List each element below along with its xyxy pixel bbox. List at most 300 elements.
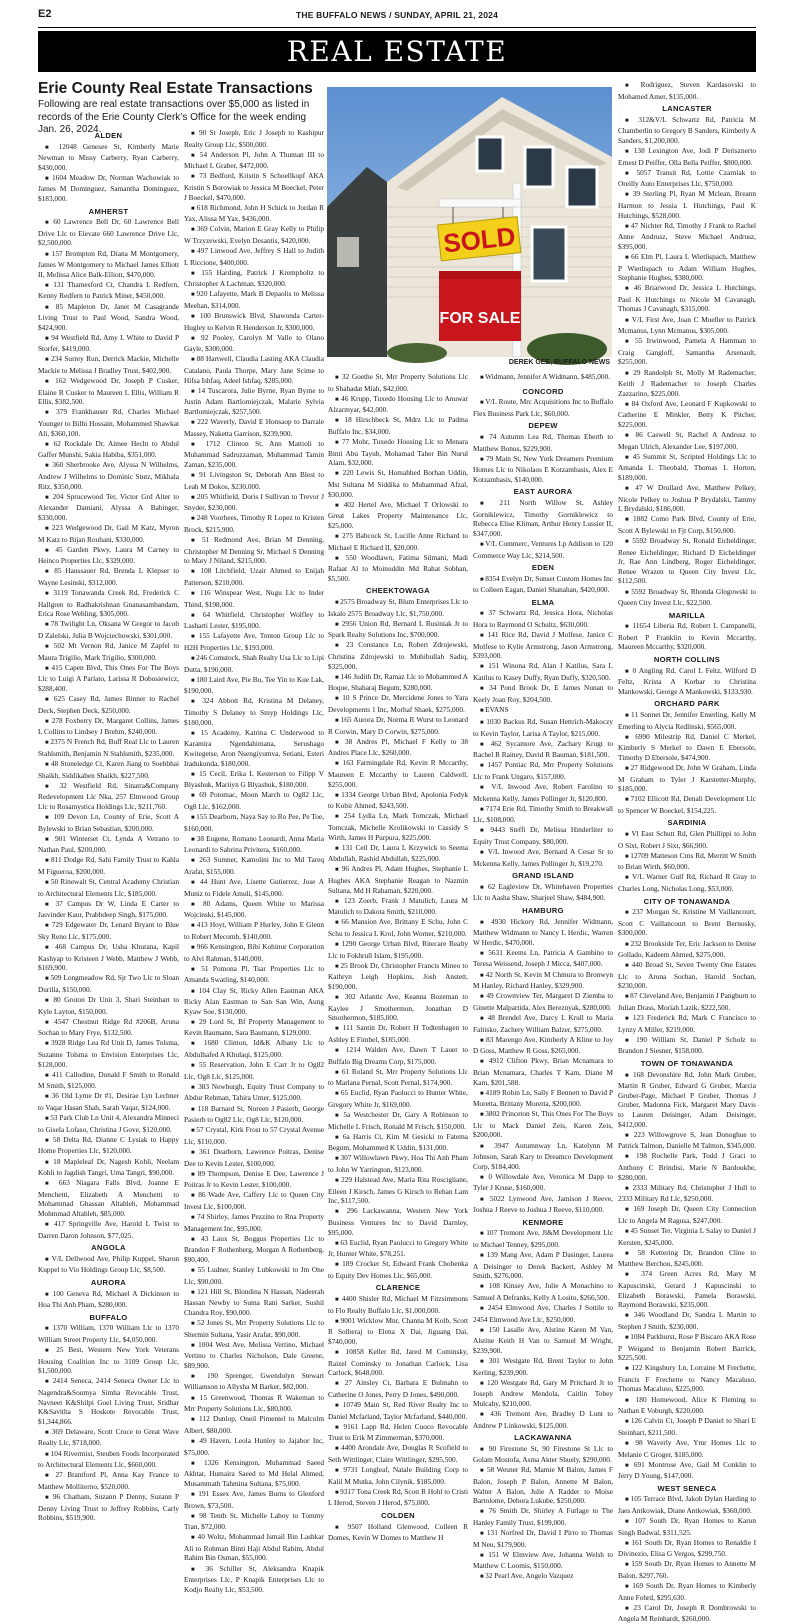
transaction-entry: ■ 509 Longmeadow Rd, Sjr Two Llc to Sloan Durilla, $150,000. xyxy=(38,973,179,994)
transaction-entry: ■ 9443 Steffi Dr, Melissa Hinderliter to Equity Trust Company, $80,000. xyxy=(473,825,613,846)
transaction-entry: ■ 361 Dearborn, Lawrence Poitras, Denise Dee to Kevin Lester, $100,000. xyxy=(184,1147,324,1168)
transaction-entry: ■ 248 Voorhees, Timothy R Lopez to Kristen Brock, $215,900. xyxy=(184,513,324,534)
transaction-entry: ■ 5a Westchester Dr, Gary A Robinson to Michelle L Frisch, Ronald M Frisch, $150,000. xyxy=(328,1110,468,1131)
transaction-entry: ■ 85 Mapleton Dr, Janet M Casagrande Living Trust to Paul Wood, Sandra Wood, $424,900. xyxy=(38,302,179,333)
transaction-entry: ■ 1214 Walden Ave, Dawn T Lauer to Buffalo Big Dreams Corp, $175,000. xyxy=(328,1045,468,1066)
transaction-entry: ■ 411 Callodine, Donald F Smith to Ronald M Smith, $125,000. xyxy=(38,1070,179,1091)
transaction-entry: ■ 198 Rochelle Park, Todd J Graci to Anthony C Brindisi, Marie N Bardoukhe, $280,000. xyxy=(618,1151,756,1182)
transaction-entry: ■ 60 Lawrence Bell Dr, 60 Lawrence Bell Drive Llc to Elevate 660 Lawrence Drive Llc, $2,500,000. xyxy=(38,217,179,248)
transaction-entry: ■ V/L Route, Mrc Acquisitions Inc to Buffalo Flex Business Park Llc, $60,000. xyxy=(473,397,613,418)
transaction-entry: ■ 120 Westgate Rd, Gary M Pritchard Jr to Joseph Andrew Mendola, Caitlin Tobey Mulcahy, $210,000. xyxy=(473,1378,613,1409)
transaction-entry: ■ 6990 Milestrip Rd, Daniel C Merkel, Kimberly S Merkel to Dawn E Ebersole, Timothy D Ebersole, $474,900. xyxy=(618,732,756,763)
transaction-entry: ■ 901 Winterset Ct, Lynda A Vetrano to Nathan Paul, $200,000. xyxy=(38,834,179,855)
transaction-entry: ■ 369 Delaware, Scott Croce to Great Wave Realty Llc, $718,000. xyxy=(38,1427,179,1448)
transaction-entry: ■ 2375 N French Rd, Buff Real Llc to Lauren Stahlsmith, Benjamin N Stahlsmith, $235,000. xyxy=(38,737,179,758)
transaction-entry: ■ 415 Capen Blvd, This Ones For The Boys Llc to Luigi A Parlato, Larissa R Dobosiewicz, $288,400. xyxy=(38,663,179,694)
transaction-entry: ■ 0 Willowdale Ave, Veronica M Dapp to Tyler J Kruse, $160,000. xyxy=(473,1172,613,1193)
transaction-entry: ■ 44 Hunt Ave, Lisette Gutierrez, Jose A Muniz to Fidele Amuli, $145,000. xyxy=(184,877,324,898)
transaction-entry: ■ 86 Caswell St, Rachel A Andrusz to Megan Ulrich, Alexander Lee, $197,000. xyxy=(618,430,756,451)
transaction-entry: ■ 246 Comstock, Shah Realty Usa Llc to Lipi Dutta, $190,000. xyxy=(184,653,324,674)
transaction-entry: ■ 163 Farmingdale Rd, Kevin R Mccarthy, Maureen E Mccarthy to Lauren Caldwell, $255,000. xyxy=(328,758,468,789)
transaction-entry: ■ 87 Cleveland Ave, Benjamin J Pangburn to Julian Drass, Moriah Lazik, $222,500. xyxy=(618,991,756,1012)
transaction-entry: ■ 123 Frederick Rd, Mark C Francisco to Lynzy A Miller, $219,000. xyxy=(618,1013,756,1034)
town-heading: ORCHARD PARK xyxy=(654,699,720,709)
town-heading: ELMA xyxy=(531,597,555,607)
transaction-entry: ■ 55 Ludner, Stanley Lubkowski to Jm One Llc, $90,000. xyxy=(184,1265,324,1286)
transaction-entry: ■ 32 Goethe St, Mrr Property Solutions Llc to Shahadat Miah, $42,000. xyxy=(328,372,468,393)
listing-column-4 xyxy=(473,372,613,1580)
transaction-entry: ■ 10 S Prince Dr, Mercidene Jones to Yara Developments 1 Inc, Morhaf Shaek, $275,000. xyxy=(328,693,468,714)
transaction-entry: ■ 123 Zoerb, Frank J Matulich, Laura M Matulich to Dakota Smith, $210,000. xyxy=(328,896,468,917)
transaction-entry: ■ 155 Lafayette Ave, Tonton Group Llc to H2H Properties Llc, $193,000. xyxy=(184,631,324,652)
house-photo-illustration xyxy=(327,87,612,357)
transaction-entry: ■ 497 Linwood Ave, Jeffrey S Hall to Judith L Riccione, $400,000. xyxy=(184,246,324,267)
transaction-entry: ■ 63 Euclid, Ryan Paolucci to Gregory White Jr, Hunter White, $78,251. xyxy=(328,1238,468,1259)
transaction-entry: ■ 2414 Seneca, 2414 Seneca Owner Llc to Nagendra&Soumya Simha Revocable Trust, Navneet K&Shilpi Goel Living Trust, Sridhar K&Savitha S Hoskote Revocable Trust, $1,344,866. xyxy=(38,1376,179,1426)
town-heading: EDEN xyxy=(531,563,555,573)
transaction-entry: ■ 61 Roland St, Mrr Property Solutions Llc to Marlana Pernal, Scott Pernal, $174,900. xyxy=(328,1067,468,1088)
town-heading: GRAND ISLAND xyxy=(512,871,574,881)
town-heading: COLDEN xyxy=(381,1510,415,1520)
transaction-entry: ■ 155 Dearborn, Naya Say to Ro Pee, Pe Toe, $160,000. xyxy=(184,812,324,833)
transaction-entry: ■ 96 Chatham, Suzann P Denny, Suzann P Denny Living Trust to Jeffrey Robbins, Carly Robbins, $519,900. xyxy=(38,1492,179,1523)
transaction-entry: ■ 237 Morgan St, Kristine M Vaillancourt, Scott C Vaillancourt to Brent Bernosky, $300,000. xyxy=(618,907,756,938)
transaction-entry: ■ 155 Harding, Patrick J Krempholtz to Christopher A Lachman, $320,000. xyxy=(184,268,324,289)
transaction-entry: ■ 920 Lafayette, Mark B Depaolis to Melissa Meehan, $314,000. xyxy=(184,289,324,310)
transaction-entry: ■ 90 St Joseph, Eric J Joseph to Kashipur Realty Group Llc, $500,000. xyxy=(184,128,324,149)
transaction-entry: ■ 3928 Ridge Lea Rd Unit D, James Tolsma, Suzanne Tolsma to Envision Enterprises Llc, $128,000. xyxy=(38,1038,179,1069)
transaction-entry: ■ 151 W Elmview Ave, Johanna Welsh to Matthew C Loomis, $150,000. xyxy=(473,1550,613,1571)
transaction-entry: ■ 69 Potomac, Moon March to Og82 Llc, Og8 Llc, $162,000. xyxy=(184,790,324,811)
town-heading: KENMORE xyxy=(522,1217,564,1227)
transaction-entry: ■ 278 Foxberry Dr, Margaret Collins, James L Collins to Lindsey J Brehm, $240,000. xyxy=(38,716,179,737)
town-heading: WEST SENECA xyxy=(657,1483,717,1493)
transaction-entry: ■ 663 Niagara Falls Blvd, Joanne E Menchetti, Elizabeth A Menchetti to Mohammad Ghassan Altahleh, Mohammad Mohmmad Altahleh, $85,000. xyxy=(38,1178,179,1218)
transaction-entry: ■ 118 Barnard St, Noreen J Pasierb, George Pasierb to Og82 Llc, Og8 Llc, $120,000. xyxy=(184,1104,324,1125)
transaction-entry: ■ 62 Rockdale Dr, Aimee Hecht to Abdul Gaffer Munshi, Sakia Habiba, $351,000. xyxy=(38,439,179,460)
transaction-entry: ■ 107 Tremont Ave, Jl&M Development Llc to Michael Tenney, $295,000. xyxy=(473,1228,613,1249)
transaction-entry: ■ 37 Schwartz Rd, Jessica Hora, Nicholas Hora to Raymond O Schultz, $630,000. xyxy=(473,608,613,629)
section-banner: REAL ESTATE xyxy=(38,31,756,72)
listing-column-3 xyxy=(328,372,468,1580)
transaction-entry: ■ 104 Clay St, Ricky Allen Eastman AKA Ricky Alan Eastman to San San Win, Aung Kyaw Soe, $130,000. xyxy=(184,986,324,1017)
transaction-entry: ■ 2454 Elmwood Ave, Charles J Sottile to 2454 Elmwood Ave Llc, $250,000. xyxy=(473,1303,613,1324)
transaction-entry: ■ 169 South Dr, Ryan Homes to Kimberly Anne Fohrd, $295,630. xyxy=(618,1581,756,1602)
article-headline: Erie County Real Estate Transactions xyxy=(38,80,313,97)
transaction-entry: ■ 49 Haven, Leola Hunley to Jajabor Inc, $75,000. xyxy=(184,1436,324,1457)
transaction-entry: ■ 100 Brunswick Blvd, Shawonda Carter-Hugley to Kelvin R Henderson Jr, $300,000. xyxy=(184,311,324,332)
town-heading: CONCORD xyxy=(522,386,564,396)
transaction-entry: ■ 1712 Clinton St, Ann Mattioli to Muhammad Sadruzzaman, Muhammad Tamin Zaman, $235,000. xyxy=(184,439,324,470)
town-heading: ALDEN xyxy=(94,131,123,140)
transaction-entry: ■ 126 Calvin Ct, Joseph P Daniel to Shari E Steinhart, $211,500. xyxy=(618,1416,756,1437)
transaction-entry: ■ 168 Devonshire Rd, John Mark Gruber, Martin R Gruber, Edward G Gruber, Marcia Gruber-Page, Michael P Gruber, Thomas J Gruber, Madonna Fick, Margaret Mary Davis to Lauren Deisinger, Adam Deisinger, $412,000. xyxy=(618,1070,756,1130)
transaction-entry: ■ 413 Hoyt, William P Hurley, John E Glenn to Robert Mecomb, $140,000. xyxy=(184,920,324,941)
transaction-entry: ■ 131 Norfred Dr, David I Pirro to Thomas M Neu, $179,900. xyxy=(473,1528,613,1549)
transaction-entry: ■ 109 Devon Ln, County of Erie, Scott A Bylewski to Brian Sebastian, $200,000. xyxy=(38,812,179,833)
transaction-entry: ■ 55 Reservation, John E Carr Jr to Og82 Llc, Og8 Llc, $125,000. xyxy=(184,1060,324,1081)
transaction-entry: ■ 189 Crocker St, Edward Frank Chobenka to Equity Dev Homes Llc, $65,000. xyxy=(328,1259,468,1280)
transaction-entry: ■ 38 Andres Pl, Michael F Kelly to 38 Andres Place Llc, $260,000. xyxy=(328,737,468,758)
transaction-entry: ■ 66 Elm Pl, Laura L Wietlispach, Matthew P Wietlispach to Adam William Hughes, Stephanie Hughes, $380,000. xyxy=(618,252,756,283)
transaction-entry: ■ 14 Tuscarora, Julie Byrne, Ryan Byrne to Justin Adam Bartlomiejczak, Malarie Sylvia Bartlomiejczak, $257,500. xyxy=(184,386,324,417)
transaction-entry: ■ 9317 Tona Creek Rd, Scott R Hohl to Cristi L Herod, Steven J Herod, $75,000. xyxy=(328,1487,468,1508)
transaction-entry: ■ 23 Carol Dr, Joseph R Dombrowski to Angela M Reinhardt, $260,000. xyxy=(618,1603,756,1624)
transaction-entry: ■ 625 Casey Rd, James Binner to Rachel Deck, Stephen Deck, $250,000. xyxy=(38,694,179,715)
transaction-entry: ■ 45 Sunset Ter, Virginia L Salay to Daniel J Kersten, $245,000. xyxy=(618,1226,756,1247)
transaction-entry: ■ 18 Mapleleaf Dr, Nagesh Kohli, Neelam Kohli to Jagdish Tangri, Uma Tangri, $90,000. xyxy=(38,1157,179,1178)
transaction-entry: ■ V/L Dellwood Ave, Philip Kuppel, Sharon Kuppel to Vio Holdings Group Llc, $8,500. xyxy=(38,1254,179,1275)
transaction-entry: ■ 383 Newburgh, Equity Trust Company to Abdur Rehman, Tahira Umer, $125,000. xyxy=(184,1082,324,1103)
town-heading: ANGOLA xyxy=(91,1243,126,1253)
masthead-date: THE BUFFALO NEWS / SUNDAY, APRIL 21, 2024 xyxy=(295,10,498,20)
transaction-entry: ■ 5022 Lynwood Ave, Jamison J Reeve, Joshua J Reeve to Joshua J Reeve, $110,000. xyxy=(473,1194,613,1215)
transaction-entry: ■ 90 Firestone St, 90 Firestone St Llc to Golam Mostofa, Asma Akter Shuely, $290,000. xyxy=(473,1444,613,1465)
transaction-entry: ■ 232 Brookside Ter, Eric Jackson to Denise Gollado, Kadeem Ahmed, $275,000. xyxy=(618,939,756,960)
transaction-entry: ■ 98 Waverly Ave, Ymr Homes Llc to Melanie C Groger, $185,000. xyxy=(618,1438,756,1459)
town-heading: CHEEKTOWAGA xyxy=(366,586,430,596)
transaction-entry: ■ 23 Constance Ln, Robert Zdrojewski, Christina Zdrojewski to Muhibullah Sadiq, $325,000. xyxy=(328,640,468,671)
transaction-entry: ■ 62 Eagleview Dr, Whitehaven Properties Llc to Aasha Shaw, Sharjeel Shaw, $484,900. xyxy=(473,882,613,903)
transaction-entry: ■ 7102 Ellicott Rd, Denali Development Llc to Spencer W Boeckel, $154,225. xyxy=(618,794,756,815)
transaction-entry: ■ 4547 Chestnut Ridge Rd #206B, Aruna Sochan to Mary Frye, $132,500. xyxy=(38,1017,179,1038)
transaction-entry: ■ 3119 Tonawanda Creek Rd, Frederick C Hallgren to Radhakrishnan Gnanasambandam, Erica Rose Wehling, $305,000. xyxy=(38,588,179,619)
transaction-entry: ■ 550 Woodlawn, Fatima Silmani, Madi Rafaat Al to Moinuddin Md Rahat Sobhan, $5,500. xyxy=(328,553,468,584)
town-heading: AMHERST xyxy=(88,206,129,216)
transaction-entry: ■ 9731 Longleaf, Natale Building Corp to Kalil M Mutka, John Cilynik, $185,000. xyxy=(328,1465,468,1486)
transaction-entry: ■ 162 Wedgewood Dr, Joseph P Cusker, Elaine R Cusker to Maureen L Ellis, William R Ellis, $382,500. xyxy=(38,376,179,407)
transaction-entry: ■ 131 Thamesford Ct, Chandra L Redfern, Kenny Redfern to Patrick Miner, $450,000. xyxy=(38,280,179,301)
transaction-entry: ■ 66 Mansion Ave, Brittany E Schu, John C Schu to Jessica L Krol, John Worner, $210,000. xyxy=(328,917,468,938)
transaction-entry: ■ V/L Inwood Ave, Bernard A Cesar Sr to Mckenna Kelly, James Pollinger Jr, $19,270. xyxy=(473,847,613,868)
transaction-entry: ■ 346 Woodland Dr, Sandra L Martin to Stephen J Smith, $230,000. xyxy=(618,1310,756,1331)
transaction-entry: ■ 34 Pond Brook Dr, E James Nunan to Keely Joan Roy, $204,500. xyxy=(473,683,613,704)
transaction-entry: ■ 131 Ceil Dr, Laura L Krzywick to Seema Abdullah, Rashid Abdullah, $225,000. xyxy=(328,843,468,864)
listing-column-2 xyxy=(184,128,325,1594)
transaction-entry: ■ 275 Babcock St, Lucille Anne Richard to Michael E Richard II, $20,000. xyxy=(328,531,468,552)
transaction-entry: ■ 1326 Kensington, Muhammad Saeed Akhtar, Humaira Saeed to Md Helal Ahmed, Musammath Tahmina Sultana, $75,000. xyxy=(184,1458,324,1489)
transaction-entry: ■ 2575 Broadway St, Blum Enterprises Llc to Iskalo 2575 Broadway Llc, $1,750,000. xyxy=(328,597,468,618)
transaction-entry: ■ 122 Kingsbury Ln, Lorraine M Frechette, Francis F Frechette to Nancy Macaluso, Thomas Macaluso, $225,000. xyxy=(618,1363,756,1394)
transaction-entry: ■ 296 Lackawanna, Western New York Business Ventures Inc to David Darnley, $95,000. xyxy=(328,1206,468,1237)
town-heading: NORTH COLLINS xyxy=(653,655,721,665)
transaction-entry: ■ 191 Essex Ave, James Burns to Glenford Brown, $73,500. xyxy=(184,1489,324,1510)
folio-line xyxy=(38,8,756,26)
transaction-entry: ■ 220 Lewis St, Homahhed Borhan Uddin, Mst Sultana M Siddika to Muhammad Afzal, $30,000. xyxy=(328,468,468,499)
town-heading: CITY OF TONAWANDA xyxy=(643,896,731,906)
transaction-entry: ■ 3802 Princeton St, This Ones For The Boys Llc to Mack Daniel Zeis, Karen Zeis, $200,000. xyxy=(473,1109,613,1140)
transaction-entry: ■ 78 Twilight Ln, Oksana W Gregor to Jacob D Zalelski, Julia B Wojciechowski, $301,000. xyxy=(38,619,179,640)
transaction-entry: ■ 811 Dodge Rd, Sahi Family Trust to Kahla M Figueroa, $200,000. xyxy=(38,855,179,876)
transaction-entry: ■ 55 Irwinwood, Pamela A Hamman to Craig Gangloff, Samantha Arsenault, $255,000. xyxy=(618,336,756,367)
transaction-entry: ■ 29 Randolph St, Molly M Rademacher, Keith J Rademacher to Joseph Charles Zazzarino, $225,000. xyxy=(618,368,756,399)
transaction-entry: ■ 46 Briarwood Dr, Jessica L Hutchings, Paul K Hutchings to Nicole M Cavanagh, Thomas J Cavanagh, $315,000. xyxy=(618,283,756,314)
transaction-entry: ■ 2956 Union Rd, Bernard L Rusiniak Jr to Spark Realty Solutions Inc, $700,000. xyxy=(328,619,468,640)
transaction-entry: ■ 8354 Evelyn Dr, Sunset Custom Homes Inc to Colleen Eagan, Daniel Shanahan, $420,000. xyxy=(473,574,613,595)
transaction-entry: ■ 691 Montrose Ave, Gail M Conklin to Jerry D Young, $147,000. xyxy=(618,1460,756,1481)
transaction-entry: ■ 89 Thompson, Denise E Dee, Lawrence J Poitras Jr to Kevin Lester, $100,000. xyxy=(184,1169,324,1190)
transaction-entry: ■ 52 Jones St, Mrr Property Solutions Llc to Shermin Sultana, Yasir Arafat, $90,000. xyxy=(184,1318,324,1339)
transaction-entry: ■ 4930 Hickory Rd, Jennifer Widmann, Matthew Widmann to Nancy L Herdic, Warren W Herdic, $470,000. xyxy=(473,917,613,948)
transaction-entry: ■ 10858 Keller Rd, Jared M Cominsky, Raizel Cominsky to Jonathan Carlock, Lisa Carlock, $648,000. xyxy=(328,1347,468,1378)
transaction-entry: ■ 27 Ridgewood Dr, John W Graham, Linda M Graham to Tyler J Karstetter-Murphy, $185,000. xyxy=(618,763,756,794)
transaction-entry: ■ 9507 Holland Glenwood, Colleen R Domes, Kevin W Domes to Matthew H xyxy=(328,1522,468,1543)
transaction-entry: ■ 468 Campus Dr, Usha Khurana, Kapil Kashyap to Kristeen J Webb, Matthew J Webb, $169,900. xyxy=(38,942,179,973)
transaction-entry: ■ V/L First Ave, Joan C Mueller to Patrick Mcmanus, Lynn Mcmanus, $305,000. xyxy=(618,315,756,336)
page-number: E2 xyxy=(38,8,52,20)
transaction-entry: ■ 108 Kinsey Ave, Julie A Monachino to Samuel A Defranks, Kelly A Losito, $266,500. xyxy=(473,1281,613,1302)
transaction-entry: ■ 1882 Como Park Blvd, County of Erie, Scott A Bylewski to Fjt Corp, $150,000. xyxy=(618,514,756,535)
transaction-entry: ■ 263 Sumner, Kamolini Inc to Md Tareq Arafat, $155,000. xyxy=(184,855,324,876)
transaction-entry: ■ 18 Hirschbeck St, Mdrz Llc to Padma Buffalo Inc, $34,000. xyxy=(328,415,468,436)
transaction-entry: ■ 25 Best, Western New York Veterans Housing Coalition Inc to 3109 Group Llc, $1,500,000. xyxy=(38,1345,179,1376)
transaction-entry: ■ 48 Stoneledge Ct, Karen Jiang to Soebbhai Shaikh, Siddikaben Shaikh, $227,500. xyxy=(38,759,179,780)
transaction-entry: ■ 85 Haussauer Rd, Brenda L Klepser to Wayne Lesinski, $312,000. xyxy=(38,566,179,587)
transaction-entry: ■ 5057 Transit Rd, Lottie Czarniak to Oreilly Auto Enterprises Llc, $750,000. xyxy=(618,168,756,189)
transaction-entry: ■ 12709 Matteson Crns Rd, Merritt W Smith to Brian Wirth, $60,000. xyxy=(618,851,756,872)
transaction-entry: ■ 9161 Lapp Rd, Helen Cuoco Revocable Trust to Erik M Zimmerman, $370,000. xyxy=(328,1422,468,1443)
transaction-entry: ■ V/L Inwood Ave, Robert Farolino to Mckenna Kelly, James Pollinger Jr, $120,800. xyxy=(473,782,613,803)
transaction-entry: ■ 100 Geneva Rd, Michael A Dickinson to Hoa Thi Anh Pham, $280,000. xyxy=(38,1289,179,1310)
transaction-entry: ■ 4912 Clifton Pkwy, Brian Mcnamara to Brian Mcnamara, Charles T Kam, Diane M Kam, $201,588. xyxy=(473,1056,613,1087)
transaction-entry: ■ 45 Summit St, Scripted Holdings Llc to Amanda L Theobald, Thomas L Horton, $189,000. xyxy=(618,452,756,483)
transaction-entry: ■ 138 Lexington Ave, Jodi P Derisznerto Ernest D Peiffer, Olla Bella Peiffer, $800,000. xyxy=(618,146,756,167)
transaction-entry: ■ 1004 West Ave, Melissa Vertino, Michael Vertino to Charles Nicholson, Dale Greene, $89,900. xyxy=(184,1340,324,1371)
transaction-entry: ■ 462 Sycamore Ave, Zachary Krugt to Rachel R Rainey, David R Bauman, $181,500. xyxy=(473,739,613,760)
transaction-entry: ■ 73 Bedford, Kristin S Schoellkopf AKA Kristin S Borowiak to Jessica M Boeckel, Peter J Boeckel, $470,000. xyxy=(184,171,324,202)
transaction-entry: ■ 111 Santin Dr, Robert H Todtenhagen to Ashley E Fimbel, $185,000. xyxy=(328,1023,468,1044)
transaction-entry: ■ 502 Mt Vernon Rd, Janice M Zapfel to Maura Trigilio, Mark Trigilio, $300,000. xyxy=(38,641,179,662)
transaction-entry: ■ 40 Woltz, Mohammad Ismail Bin Lashkar Ali to Rohman Binti Haji Abdul Rahim, Abdul Rahim Bin Osman, $55,000. xyxy=(184,1532,324,1563)
transaction-entry: ■ V/L Commerc, Ventures Lp Addison to 120 Commerce Way Llc, $214,500. xyxy=(473,539,613,560)
town-heading: LACKAWANNA xyxy=(514,1433,572,1443)
transaction-entry: ■ 96 Andres Pl, Adam Hughes, Stephanie L Hughes AKA Stephanie Reagan to Nazmin Sultana, Md H Rahaman, $220,000. xyxy=(328,864,468,895)
transaction-entry: ■ 157 Brompton Rd, Diana M Montgomery, James W Montgomery to Michael James Elliott II, Melissa Alice Balk-Elliott, $470,000. xyxy=(38,249,179,280)
transaction-entry: ■ 1334 George Urban Blvd, Apolonia Fedyk to Kobir Ahmed, $243,500. xyxy=(328,790,468,811)
transaction-entry: ■ 402 Hertel Ave, Michael T Orlowski to Great Lakes Property Maintenance Llc, $25,000. xyxy=(328,500,468,531)
transaction-entry: ■ 146 Judith Dr, Ramaz Llc to Mohammed A Hoque, Shaharaj Begum, $280,000. xyxy=(328,672,468,693)
transaction-entry: ■ 58 Wesner Rd, Mamie M Balon, James F Balon, Joseph P Balon, Annette M Balon, Walter A Balon, Julie A Radder to Moise Bartolome, Debora Lukube, $250,000. xyxy=(473,1465,613,1505)
transaction-entry: ■ 83 Marengo Ave, Kimberly A Kline to Joy D Goss, Matthew R Goss, $265,000. xyxy=(473,1035,613,1056)
transaction-entry: ■ 165 Aurora Dr, Norma R Wurst to Leonard R Corwin, Mary D Corwin, $275,000. xyxy=(328,715,468,736)
transaction-entry: ■ 4189 Robin Ln, Sally F Bennett to David P Moretta, Brittany Moretta, $200,000. xyxy=(473,1088,613,1109)
sold-rider-text: SOLD xyxy=(441,221,517,259)
transaction-entry: ■ 91 Livingston St, Deborah Ann Blest to Leah M Dokos, $230,000. xyxy=(184,470,324,491)
transaction-entry: ■ 49 Crownview Ter, Margaret D Ziemba to Ginette Malpartida, Alex Bereznyak, $280,000. xyxy=(473,991,613,1012)
transaction-entry: ■ 36 Old Lyme Dr #1, Desirae Lyn Lechner to Vaqar Hasan Shah, Sarah Vaqar, $124,000. xyxy=(38,1091,179,1112)
transaction-entry: ■ 1604 Meadow Dr, Norman Wachowiak to James M Dominguez, Samantha Dominguez, $183,000. xyxy=(38,173,179,204)
town-heading: MARILLA xyxy=(668,610,706,620)
transaction-entry: ■ 38 Eugene, Romano Leonardi, Anna Maria Leonardi to Sabrina Privitera, $160,000. xyxy=(184,834,324,855)
transaction-entry: ■ 15 Greenwood, Thomas R Wakeman to Mrr Property Solutions Llc, $80,000. xyxy=(184,1393,324,1414)
for-sale-sign-text: FOR SALE xyxy=(439,310,521,327)
transaction-entry: ■ 222 Waverly, David E Honsaop to Darrale Massey, Naketta Garrison, $239,900. xyxy=(184,417,324,438)
transaction-entry: ■ 74 Autumn Lea Rd, Thomas Eberth to Matthew Bonus, $229,900. xyxy=(473,432,613,453)
house-for-sale-photo xyxy=(327,87,612,357)
transaction-entry: ■ 190 William St, Daniel P Scholz to Brandon J Siesner, $158,000. xyxy=(618,1035,756,1056)
transaction-entry: ■ 5631 Keems Ln, Patricia A Gambino to Teresa Weissend, Joseph J Micca, $407,000. xyxy=(473,948,613,969)
transaction-entry: ■ 98 Tenth St, Michelle Laboy to Tommy Tran, $72,000. xyxy=(184,1511,324,1532)
transaction-entry: ■ 1290 George Urban Blvd, Ritecare Realty Llc to Fokhrull Islam, $195,000. xyxy=(328,939,468,960)
transaction-entry: ■ 37 Campus Dr W, Linda E Carter to Jasvinder Kaur, Prabhdeep Singh, $175,000. xyxy=(38,899,179,920)
transaction-entry: ■ 4400 Shisler Rd, Michael M Fitzsimmons to Flo Realty Buffalo Llc, $1,000,000. xyxy=(328,1294,468,1315)
transaction-entry: ■ 211 North Willow St, Ashley Gorniklewicz, Timothy Gorniklewicz to Rebecca Elise Kliman, Arthur Henry Lussier II, $347,000. xyxy=(473,498,613,538)
transaction-entry: ■ 107 South Dr, Ryan Homes to Karun Singh Badwal, $311,525. xyxy=(618,1516,756,1537)
transaction-entry: ■ 379 Frankhauser Rd, Charles Michael Younger to Bilhi Hossain, Mohammed Shawkat Ali, $360,100. xyxy=(38,407,179,438)
transaction-entry: ■ 374 Green Acres Rd, Mary M Kapuscinski, Gerard J Kapuscinski to Elizabeth Borawski, Pamela Borawski, Raymond Borawski, $235,000. xyxy=(618,1269,756,1309)
transaction-entry: ■ 161 South Dr, Ryan Homes to Renaldie I Divinezio, Elisa G Vergos, $299,750. xyxy=(618,1538,756,1559)
transaction-entry: ■ 11 Sonnet Dr, Jennifer Emerling, Kelly M Emerling to Alycia Redlinski, $565,000. xyxy=(618,710,756,731)
transaction-entry: ■ Rodriguez, Steven Kardasovski to Mohamed Amer, $135,000. xyxy=(618,80,756,101)
transaction-entry: ■ 76 Smith Dr, Shirley A Furlage to The Hanley Family Trust, $199,000. xyxy=(473,1506,613,1527)
transaction-entry: ■ 51 Pomona Pl, Tsar Properties Llc to Amanda Swatling, $140,000. xyxy=(184,964,324,985)
transaction-entry: ■ Widmann, Jennifer A Widmann, $485,000. xyxy=(473,372,613,384)
transaction-entry: ■ 234 Surrey Run, Derrick Mackie, Michelle Mackie to Melissa J Bradley Trust, $402,900. xyxy=(38,354,179,375)
transaction-entry: ■ 25 Brook Dr, Christopher Francis Mineo to Kathryn Leigh Hopkins, Josh Anstett, $190,000. xyxy=(328,961,468,992)
transaction-entry: ■ 32 Westfield Rd, Sinatra&Company Redevelopment Llc Nka, 257 Elmwood Group Llc to Rosamystica Holdings Llc, $211,760. xyxy=(38,781,179,812)
transaction-entry: ■ 116 Winspear West, Nugu Llc to Inder Thind, $198,000. xyxy=(184,588,324,609)
transaction-entry: ■ 141 Rice Rd, David J Molfese, Janice C Molfese to Kylie Armstrong, Jason Armstrong, $393,000. xyxy=(473,630,613,661)
transaction-entry: ■ 417 Springville Ave, Harold L Twist to Darren Daron Johnson, $77,025. xyxy=(38,1219,179,1240)
transaction-entry: ■ 205 Whitfield, Doris I Sullivan to Trevor J Snyder, $230,000. xyxy=(184,492,324,513)
transaction-entry: ■ 436 Tremont Ave, Bradley D Lunt to Andrew P Linkowski, $125,000. xyxy=(473,1409,613,1430)
transaction-entry: ■ 88 Hartwell, Claudia Lasting AKA Claudia Catalano, Paula Thorpe, Mary Jane Scime to Hifsa Ishfaq, Adeel Ishfaq, $285,000. xyxy=(184,354,324,385)
town-heading: HAMBURG xyxy=(522,906,564,915)
transaction-entry: ■ 301 Westgate Rd, Brent Taylor to John Kerling, $239,900. xyxy=(473,1356,613,1377)
transaction-entry: ■ 618 Richmond, John H Schick to Jordan R Yax, Alissa M Yax, $436,000. xyxy=(184,203,324,224)
listing-column-5 xyxy=(618,80,757,1624)
transaction-entry: ■ Vl East Schutt Rd, Glen Phillippi to John O Sixt, Robert J Sixt, $66,900. xyxy=(618,829,756,850)
transaction-entry: ■ 324 Abbott Rd, Kristina M Delaney, Timothy S Delaney to Smyp Holdings Llc, $180,000. xyxy=(184,696,324,727)
transaction-entry: ■ 36 Schiller St, Aleksandra Knapik Enterprises Llc, P Knapik Enterprises Llc to Kodjo Realty Llc, $53,500. xyxy=(184,1564,324,1595)
transaction-entry: ■ 112 Dunlop, Oneil Pimentel to Malcolm Albert, $80,000. xyxy=(184,1414,324,1435)
town-heading: EAST AURORA xyxy=(513,487,573,497)
transaction-entry: ■ 47 W Drullard Ave, Matthew Pelkey, Nicole Pelkey to Joshua P Brydalski, Tammy L Brydalski, $186,000. xyxy=(618,483,756,514)
listing-column-1 xyxy=(38,128,179,1580)
transaction-entry: ■ 42 North St, Kevin M Chmura to Bronwyn M Hanley, Richard Hanley, $329,900. xyxy=(473,970,613,991)
transaction-entry: ■ 223 Wedgewood Dr, Gail M Katz, Myron M Katz to Bijan Rouhani, $330,000. xyxy=(38,523,179,544)
transaction-entry: ■ 302 Atlantic Ave, Keanna Bozeman to Kaylee J Smothermon, Jonathan D Smothermon, $185,000. xyxy=(328,992,468,1023)
transaction-entry: ■ V/L Warner Gulf Rd, Richard R Gray to Charles Long, Nicholas Long, $53,000. xyxy=(618,872,756,893)
town-heading: CLARENCE xyxy=(375,1283,421,1293)
transaction-entry: ■ 47 Nichter Rd, Timothy J Frank to Rachel Anne Andrusz, Steve Michael Andrusz, $395,000. xyxy=(618,221,756,252)
transaction-entry: ■ 57 Crystal, Kirk Frost to 57 Crystal Avenue Llc, $110,000. xyxy=(184,1125,324,1146)
transaction-entry: ■ 360 Sherbrooke Ave, Alyssa N Wilhelms, Andrew J Wilhelms to Dominic Stutz, Mikhala Ritz, $350,000. xyxy=(38,460,179,491)
transaction-entry: ■ 966 Kensington, Bibi Kohinur Corporation to Alvi Rahman, $140,000. xyxy=(184,942,324,963)
photo-credit: DEREK GEE, BUFFALO NEWS xyxy=(508,359,610,366)
transaction-entry: ■ 204 Sprucewood Ter, Victor Grd Alter to Alexander Damiani, Alyssa A Babinger, $330,000. xyxy=(38,492,179,523)
transaction-entry: ■ 1457 Pontiac Rd, Mrr Property Solutions Llc to Frank Ungaro, $157,000. xyxy=(473,760,613,781)
town-heading: LANCASTER xyxy=(662,104,712,114)
transaction-entry: ■ 1084 Parkhurst, Rose P Biscaro AKA Rose P Weigand to Benjamin Robert Barrick, $225,500. xyxy=(618,1332,756,1363)
transaction-entry: ■ 39 Sterling Pl, Ryan M Mclean, Breann Harmon to Jessia L Hutchings, Paul K Hutchings, $528,000. xyxy=(618,189,756,220)
transaction-entry: ■ 32 Pearl Ave, Angelo Vazquez xyxy=(473,1571,613,1583)
transaction-entry: ■ 64 Whitfield, Christopher Wolfley to Lasharti Lester, $195,000. xyxy=(184,610,324,631)
transaction-entry: ■ 51 Redmond Ave, Brian M Denning, Christopher M Denning Sr, Michael S Denning to Mary J Niland, $215,000. xyxy=(184,535,324,566)
transaction-entry: ■ 139 Mang Ave, Adam P Dasinger, Laurea A Deisinger to Derek Backert, Ashley M Smith, $276,000. xyxy=(473,1250,613,1281)
transaction-entry: ■ 223 Willowgrove S, Jean Donoghue to Patrick Talmon, Danielle M Talmon, $345,000. xyxy=(618,1130,756,1151)
transaction-entry: ■ 74 Shirley, James Pezzino to Rna Property Management Inc, $95,000. xyxy=(184,1212,324,1233)
transaction-entry: ■ 58 Kettering Dr, Brandon Cline to Matthew Berchou, $245,000. xyxy=(618,1248,756,1269)
transaction-entry: ■ EVANS xyxy=(473,705,613,717)
transaction-entry: ■ 108 Litchfield, Uzair Ahmed to Enijah Patterson, $210,000. xyxy=(184,566,324,587)
transaction-entry: ■ 440 Broad St, Seven Twenty One Estates Llc to Aruna Sochan, Harold Sochan, $230,000. xyxy=(618,960,756,991)
top-rule xyxy=(38,27,756,28)
transaction-entry: ■ 27 Brantford Pl, Anna Kay France to Matthew Molliterno, $520,000. xyxy=(38,1470,179,1491)
transaction-entry: ■ 15 Academy, Katrina C Underwood to Karamira Ngendahimana, Serushago Kwitegetse, Aron Nsengiyumva, Setiani, Esteri Iradukunda, $180,000. xyxy=(184,728,324,768)
transaction-entry: ■ 11654 Liberia Rd, Robert L Campanelli, Robert P Franklin to Kevin Mccarthy, Maureen Mccarthy, $320,000. xyxy=(618,621,756,652)
transaction-entry: ■ 0 Angling Rd, Carol L Feltz, Wilford D Feltz, Krista A Korbar to Christina Mankowski, George A Mankowski, $133,930. xyxy=(618,666,756,697)
transaction-entry: ■ 58 Delta Rd, Dianne C Lysiak to Happy Home Properties Llc, $120,000. xyxy=(38,1135,179,1156)
transaction-entry: ■ 105 Terrace Blvd, Jakob Dylan Harding to Jaes Antkowiak, Diane Antkowiak, $360,000. xyxy=(618,1494,756,1515)
transaction-entry: ■ 77 Mohr, Tuxedo Housing Llc to Menara Binti Abu Tayub, Mohamad Taher Bin Nurul Alam, $32,000. xyxy=(328,437,468,468)
transaction-entry: ■ 54 Anderson Pl, John A Thuman III to Michael L Graber, $472,000. xyxy=(184,150,324,171)
transaction-entry: ■ 65 Euclid, Ryan Paolucci to Hunter White, Gregory White Jr, $169,000. xyxy=(328,1088,468,1109)
transaction-entry: ■ 79 Main St, New York Dreamers Premium Homes Llc to Nikolaos E Kotzambasis, Alex E Kotzambasis, $140,000. xyxy=(473,454,613,485)
transaction-entry: ■ 15 Cecil, Erika L Kesterson to Filipp V Blyashuk, Mariiyn G Blyashuk, $180,000. xyxy=(184,769,324,790)
transaction-entry: ■ 12048 Genesee St, Kimberly Marie Newman to Missy Carberry, Ryan Carberry, $430,000. xyxy=(38,142,179,173)
transaction-entry: ■ 5592 Broadway St, Ronald Eicheldinger, Renee Eicheldinger, Richard D Eicheldinger Jr, Rae Ann Lindberg, Roger Eicheldinger, Renee Wrazen to Queen City Invest Llc, $112,500. xyxy=(618,536,756,586)
transaction-entry: ■ 29 Lord St, Bf Property Management to Kevin Baumann, Sara Baumann, $129,000. xyxy=(184,1017,324,1038)
transaction-entry: ■ 46 Krupp, Tuxedo Housing Llc to Anuwar Alzarmyar, $42,000. xyxy=(328,394,468,415)
transaction-entry: ■ 5592 Broadway St, Rhonda Glogowski to Queen City Invest Llc, $22,500. xyxy=(618,587,756,608)
transaction-entry: ■ 7174 Erie Rd, Timothy Smith to Breakwall Llc, $108,000. xyxy=(473,804,613,825)
transaction-entry: ■ 180 Laird Ave, Pie Bu, Tee Yin to Kue Lak, $190,000. xyxy=(184,675,324,696)
town-heading: SARDINIA xyxy=(667,818,707,828)
transaction-entry: ■ 3947 Autumnway Ln, Katelynn M Johnson, Sarah Kary to Dreamco Development Corp, $184,400. xyxy=(473,1141,613,1172)
transaction-entry: ■ 104 Rivermist, Steuben Foods Incorporated to Architectural Elements Llc, $660,000. xyxy=(38,1449,179,1470)
transaction-entry: ■ 180 Homewood, Alice K Fleming to Nathan E Voburgh, $220,000. xyxy=(618,1395,756,1416)
transaction-entry: ■ 50 Rinewalt St, Central Academy Christian to Architectural Elements Llc, $185,000. xyxy=(38,877,179,898)
transaction-entry: ■ 312&V/L Schwartz Rd, Patricia M Chamberlin to Gregory B Sanders, Kimberly A Sanders, $1,200,000. xyxy=(618,115,756,146)
transaction-entry: ■ 10749 Main St, Red River Realty Inc to Daniel Mcfarland, Taylor Mcfarland, $440,000. xyxy=(328,1400,468,1421)
transaction-entry: ■ 43 Laux St, Boggus Properties Llc to Brandon F Rothenberg, Morgan A Rothenberg, $90,400. xyxy=(184,1234,324,1265)
article-intro: Following are real estate transactions over $5,000 as listed in records of the Erie County Clerk’s Office for the week ending Jan. 26, 2024. xyxy=(38,99,310,135)
transaction-entry: ■ 1030 Backus Rd, Susan Hettrich-Makoczy to Kevin Taylor, Larisa A Taylor, $215,000. xyxy=(473,717,613,738)
town-heading: BUFFALO xyxy=(89,1312,128,1322)
transaction-entry: ■ 53 Park Club Ln Unit 4, Alexandra Minneci to Gisela Lofaso, Christina J Gove, $120,000. xyxy=(38,1113,179,1134)
transaction-entry: ■ 2333 Military Rd, Christopher J Hull to 2333 Military Rd Llc, $250,000. xyxy=(618,1183,756,1204)
transaction-entry: ■ 151 Winona Rd, Alan J Katilus, Sara L Katilus to Kasey Duffy, Ryan Duffy, $320,500. xyxy=(473,661,613,682)
transaction-entry: ■ 84 Oxford Ave, Leonard F Kupkowski to Catherine E Minkler, Betty K Pitcher, $225,000. xyxy=(618,399,756,430)
transaction-entry: ■ 94 Westfield Rd, Amy L White to David P Storfer, $419,000. xyxy=(38,333,179,354)
transaction-entry: ■ 369 Colvin, Marion E Gray Kelly to Philip W Trzyzewski, Evelyn Desantis, $420,000. xyxy=(184,224,324,245)
transaction-entry: ■ 6a Harris Ct, Kim M Gesicki to Fatema Begum, Mohammed K Uddin, $131,000. xyxy=(328,1132,468,1153)
transaction-entry: ■ 92 Pooley, Carolyn M Valle to Olano Gayle, $300,000. xyxy=(184,333,324,354)
transaction-entry: ■ 229 Halstead Ave, Maria Rita Roscigliane, Eileen J Kirsch, James G Kirsch to Rehan Lam Inc, $117,500. xyxy=(328,1175,468,1206)
transaction-entry: ■ 159 South Dr, Ryan Homes to Annette M Balon, $297,760. xyxy=(618,1559,756,1580)
town-heading: DEPEW xyxy=(528,421,558,431)
transaction-entry: ■ 86 Wade Ave, Caffery Llc to Queen City Invest Llc, $100,000. xyxy=(184,1190,324,1211)
town-heading: AURORA xyxy=(90,1278,127,1288)
transaction-entry: ■ 190 Sprenger, Gwendolyn Stewart Williamson to Allysha M Barker, $82,000. xyxy=(184,1371,324,1392)
transaction-entry: ■ 9001 Wicklow Mnr, Channa M Kolb, Scott R Solheraj to Elena X Dai, Jiguang Dai, $740,000. xyxy=(328,1316,468,1347)
transaction-entry: ■ 150 Lasalle Ave, Alstine Karen M Van, Alstine Keith H Van to Samuel M Wright, $239,900. xyxy=(473,1325,613,1356)
transaction-entry: ■ 307 Willowlawn Pkwy, Hoa Thi Anh Pham to John W Yarrington, $123,000. xyxy=(328,1153,468,1174)
transaction-entry: ■ 4400 Arondale Ave, Douglas R Scofield to Seth Wittlinger, Claire Wittlinger, $295,500. xyxy=(328,1443,468,1464)
transaction-entry: ■ 254 Lydia Ln, Mark Tomczak, Michael Tomczak, Michelle Krolikowski to Cassidy S Wirth, James H Purpura, $225,000. xyxy=(328,811,468,842)
transaction-entry: ■ 1370 William, 1370 William Llc to 1370 William Street Property Llc, $4,050,000. xyxy=(38,1323,179,1344)
transaction-entry: ■ 80 Groton Dr Unit 3, Shari Steinhart to Kyle Layton, $150,000. xyxy=(38,995,179,1016)
transaction-entry: ■ 169 Joseph Dr, Queen City Connection Llc to Angela M Ragusa, $247,000. xyxy=(618,1204,756,1225)
transaction-entry: ■ 729 Edgewater Dr, Lenard Bryant to Blue Sky Reno Llc, $175,000. xyxy=(38,920,179,941)
town-heading: TOWN OF TONAWANDA xyxy=(640,1059,734,1069)
transaction-entry: ■ 80 Adams, Queen White to Marissa Wojcinski, $145,000. xyxy=(184,899,324,920)
transaction-entry: ■ 27 Ainsley Ct, Barbara E Bulmahn to Catherine O Jones, Perry D Jones, $490,000. xyxy=(328,1378,468,1399)
transaction-entry: ■ 121 Hill St, Blondina N Hassan, Nadeerah Hassan Newby to Suma Rani Sarker, Sushil Chandra Roy, $90,000. xyxy=(184,1287,324,1318)
transaction-entry: ■ 48 Brendel Ave, Darcy L Krull to Maria Faltisko, Zachery William Balzer, $275,000. xyxy=(473,1013,613,1034)
transaction-entry: ■ 1680 Clinton, Id&K Albany Llc to Abdulhafed A Khulaqi, $125,000. xyxy=(184,1038,324,1059)
